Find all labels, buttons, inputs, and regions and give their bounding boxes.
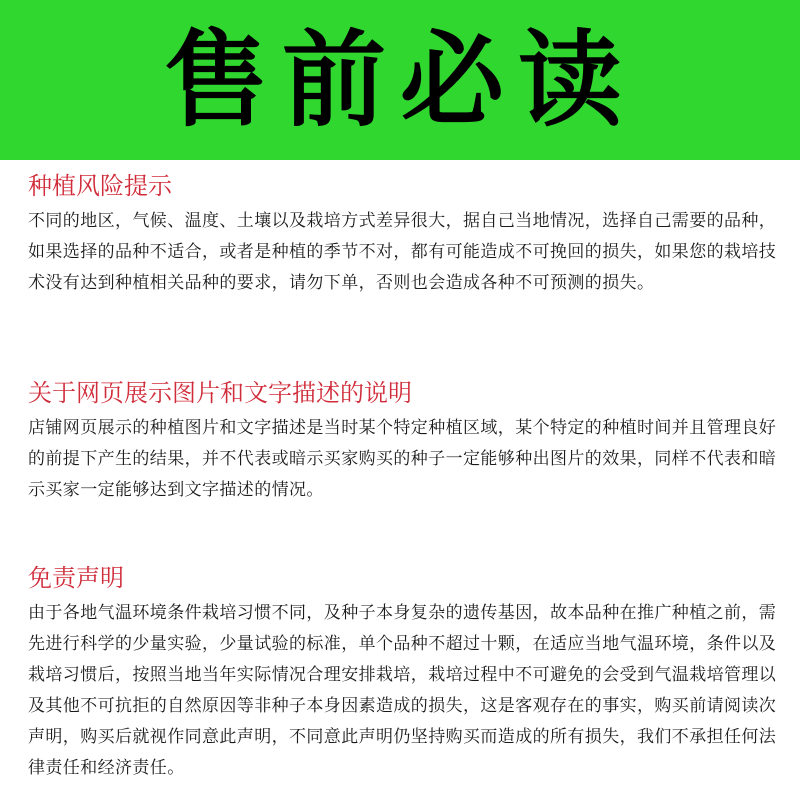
section-image-description-note — [28, 375, 780, 506]
section-heading: 关于网页展示图片和文字描述的说明 — [28, 379, 412, 407]
section-body: 店铺网页展示的种植图片和文字描述是当时某个特定种植区域，某个特定的种植时间并且管理良好的前提下产生的结果，并不代表或暗示买家购买的种子一定能够种出图片的效果，同样不代表和暗示买家一定能够达到文字描述的情况。 — [28, 418, 777, 500]
title-banner — [0, 0, 800, 160]
page-title: 售前必读 — [163, 19, 636, 141]
section-planting-risk — [28, 168, 780, 299]
section-heading: 种植风险提示 — [28, 172, 172, 200]
section-body: 不同的地区，气候、温度、土壤以及栽培方式差异很大，据自己当地情况，选择自己需要的品种，如果选择的品种不适合，或者是种植的季节不对，都有可能造成不可挽回的损失，如果您的栽培技术没有达到种植相关品种的要求，请勿下单，否则也会造成各种不可预测的损失。 — [28, 211, 777, 293]
section-heading: 免责声明 — [28, 564, 124, 592]
section-body: 由于各地气温环境条件栽培习惯不同，及种子本身复杂的遗传基因，故本品种在推广种植之前，需先进行科学的少量实验，少量试验的标准，单个品种不超过十颗，在适应当地气温环境，条件以及栽培习惯后，按照当地当年实际情况合理安排栽培，栽培过程中不可避免的会受到气温栽培管理以及其他不可抗拒的自然原因等非种子本身因素造成的损失，这是客观存在的事实，购买前请阅读次声明，购买后就视作同意此声明，不同意此声明仍坚持购买而造成的所有损失，我们不承担任何法律责任和经济责任。 — [28, 603, 777, 778]
section-disclaimer — [28, 560, 780, 784]
